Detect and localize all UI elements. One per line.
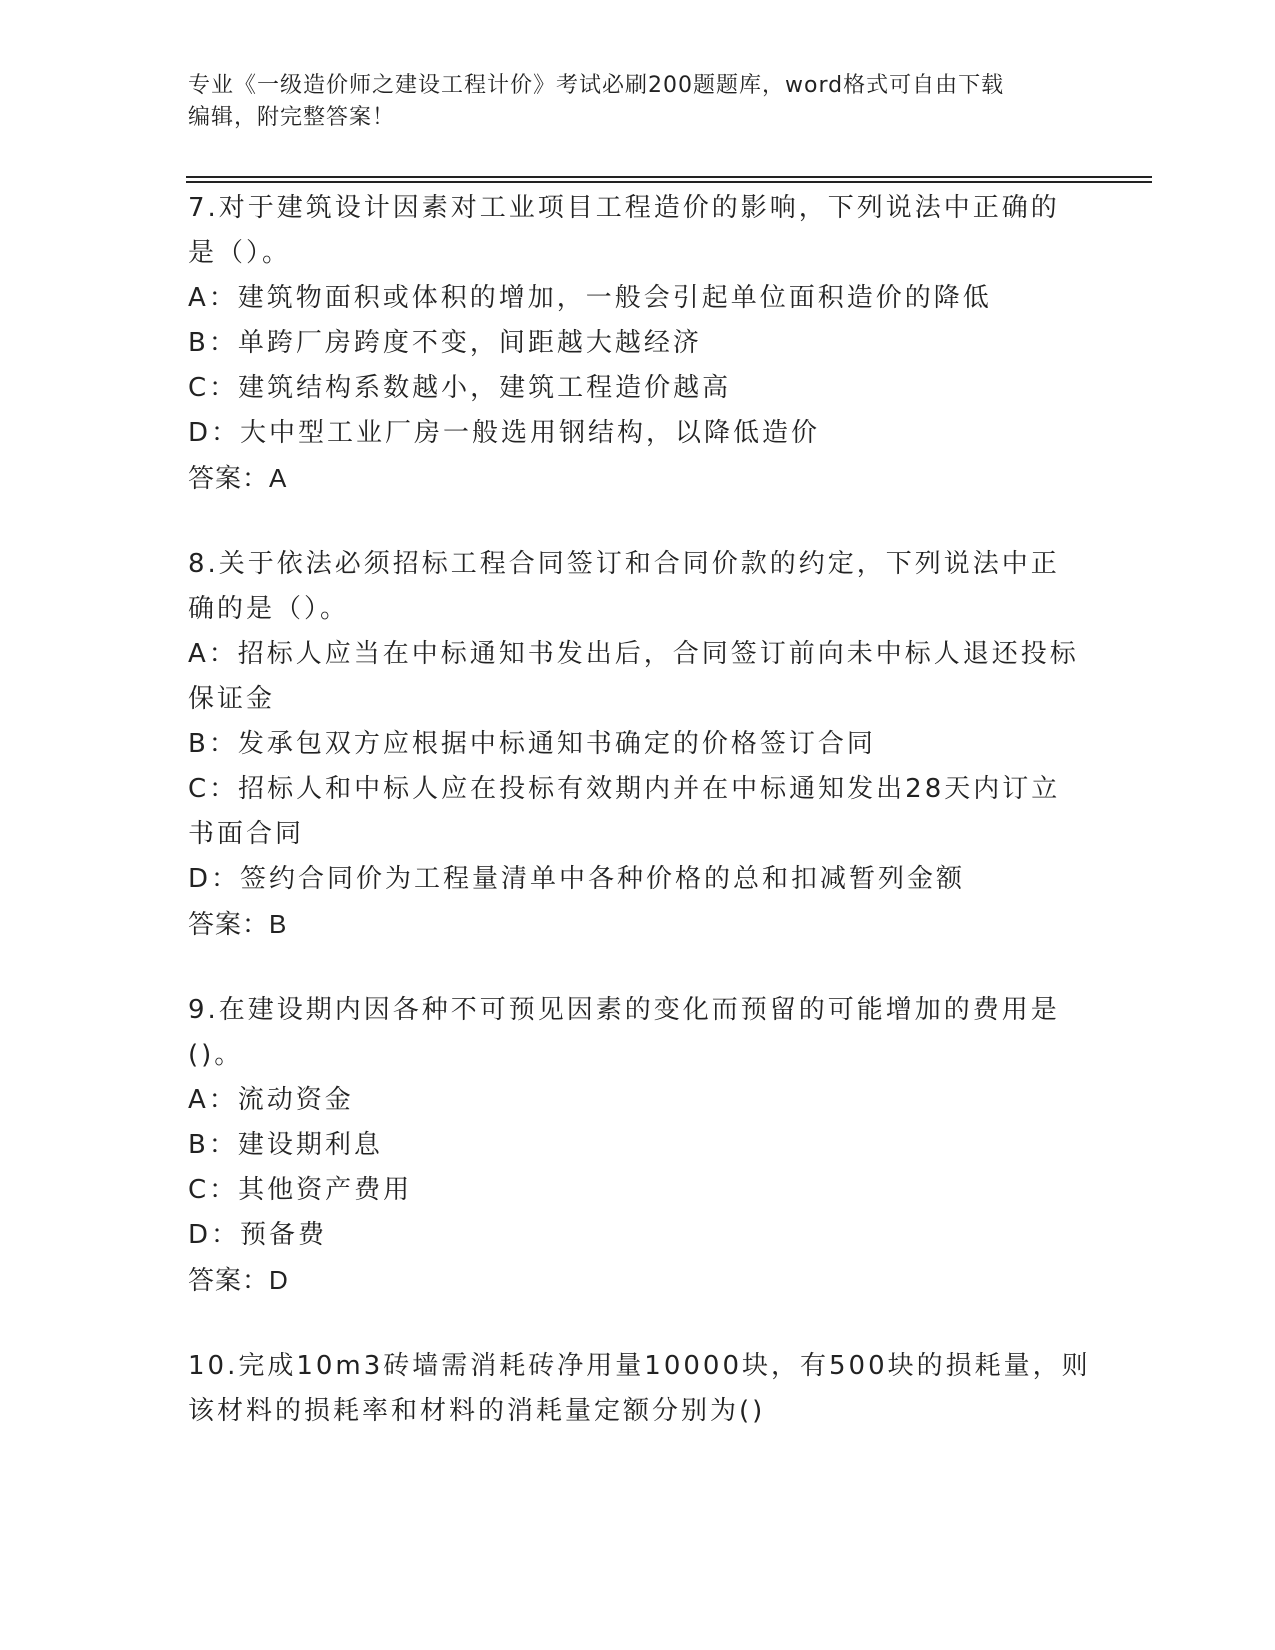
question-stem-line: 10.完成10m3砖墙需消耗砖净用量10000块，有500块的损耗量，则 [188, 1351, 1091, 1381]
document-header [188, 70, 1068, 134]
header-line-1: 专业《一级造价师之建设工程计价》考试必刷200题题库，word格式可自由下载 [188, 73, 1005, 98]
question-stem-line: 9.在建设期内因各种不可预见因素的变化而预留的可能增加的费用是 [188, 995, 1060, 1025]
question-stem-line: 确的是（）。 [188, 594, 350, 624]
question-stem-line: 7.对于建筑设计因素对工业项目工程造价的影响，下列说法中正确的 [188, 193, 1060, 223]
option-a: A：招标人应当在中标通知书发出后，合同签订前向未中标人退还投标 [188, 639, 1079, 669]
option-b: B：发承包双方应根据中标通知书确定的价格签订合同 [188, 729, 876, 759]
question-9 [188, 988, 1068, 1303]
option-c-continued: 书面合同 [188, 819, 305, 849]
question-stem-line: ()。 [188, 1040, 244, 1070]
question-10 [188, 1344, 1091, 1434]
question-stem-line: 8.关于依法必须招标工程合同签订和合同价款的约定，下列说法中正 [188, 549, 1060, 579]
option-a-continued: 保证金 [188, 684, 276, 714]
option-c: C：建筑结构系数越小，建筑工程造价越高 [188, 373, 732, 403]
header-line-2: 编辑，附完整答案！ [188, 105, 396, 130]
question-7 [188, 186, 1068, 501]
option-d: D：预备费 [188, 1220, 328, 1250]
option-c: C：其他资产费用 [188, 1175, 413, 1205]
header-divider-top [186, 176, 1152, 178]
option-a: A：流动资金 [188, 1085, 354, 1115]
answer: 答案：D [188, 1265, 289, 1295]
option-b: B：单跨厂房跨度不变，间距越大越经济 [188, 328, 702, 358]
question-8 [188, 542, 1079, 947]
header-divider-bottom [186, 181, 1152, 183]
option-d: D：签约合同价为工程量清单中各种价格的总和扣减暂列金额 [188, 864, 966, 894]
option-d: D：大中型工业厂房一般选用钢结构，以降低造价 [188, 418, 821, 448]
question-stem-line: 该材料的损耗率和材料的消耗量定额分别为() [188, 1396, 766, 1426]
question-stem-line: 是（）。 [188, 238, 292, 268]
answer: 答案：B [188, 909, 288, 939]
answer: 答案：A [188, 463, 288, 493]
option-b: B：建设期利息 [188, 1130, 383, 1160]
option-a: A：建筑物面积或体积的增加，一般会引起单位面积造价的降低 [188, 283, 992, 313]
option-c: C：招标人和中标人应在投标有效期内并在中标通知发出28天内订立 [188, 774, 1061, 804]
